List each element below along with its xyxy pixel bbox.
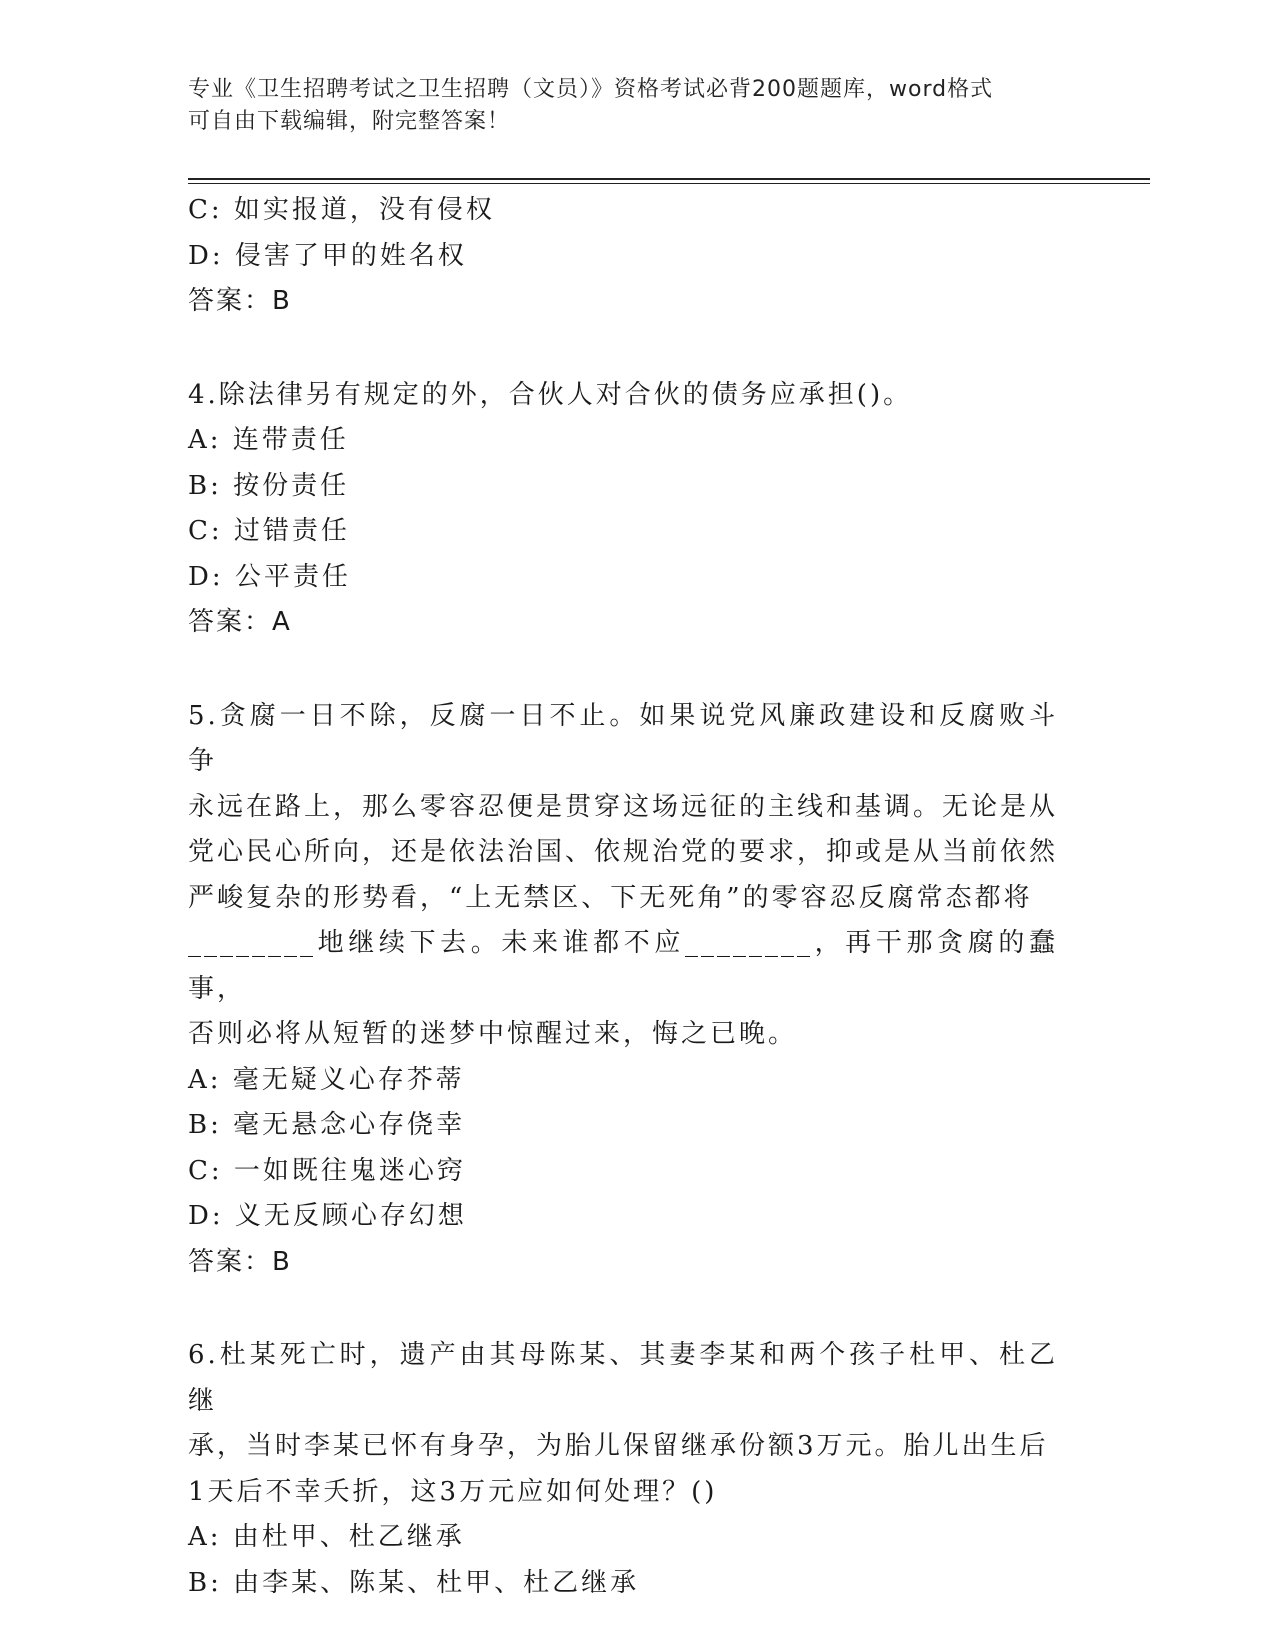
question-4: [188, 373, 1068, 646]
question-stem-line-3: 党心民心所向，还是依法治国、依规治党的要求，抑或是从当前依然: [188, 837, 1059, 867]
option-c: C: 过错责任: [188, 516, 350, 546]
answer-line: 答案：A: [188, 607, 292, 637]
option-a: A: 连带责任: [188, 425, 349, 455]
option-d: D: 侵害了甲的姓名权: [188, 240, 467, 271]
spacer: [188, 1285, 1068, 1333]
question-6: [188, 1333, 1068, 1606]
header-divider-thin: [188, 183, 1150, 184]
header-title-line-1: 专业《卫生招聘考试之卫生招聘（文员）》资格考试必背200题题库，word格式: [188, 77, 994, 102]
option-d: D: 义无反顾心存幻想: [188, 1201, 467, 1231]
header-divider-thick: [188, 178, 1150, 180]
question-stem-line-1: 6.杜某死亡时，遗产由其母陈某、其妻李某和两个孩子杜甲、杜乙继: [188, 1340, 1058, 1416]
header-title-line-2: 可自由下载编辑，附完整答案！: [188, 109, 511, 134]
question-stem: 4.除法律另有规定的外，合伙人对合伙的债务应承担()。: [188, 379, 913, 410]
question-stem-line-2: 永远在路上，那么零容忍便是贯穿这场远征的主线和基调。无论是从: [188, 791, 1059, 822]
answer-line: 答案：B: [188, 1246, 292, 1277]
option-b: B: 按份责任: [188, 470, 350, 501]
question-stem-line-3: 1天后不幸夭折，这3万元应如何处理？(): [188, 1476, 718, 1507]
question-5: [188, 694, 1068, 1286]
document-body: [188, 188, 1068, 1606]
question-3-tail: [188, 188, 1068, 325]
question-stem-line-1: 5.贪腐一日不除，反腐一日不止。如果说党风廉政建设和反腐败斗争: [188, 700, 1058, 776]
question-stem-line-5: ________地继续下去。未来谁都不应________，再干那贪腐的蠢事，: [188, 928, 1058, 1004]
option-d: D: 公平责任: [188, 561, 351, 592]
question-stem-line-6: 否则必将从短暂的迷梦中惊醒过来，悔之已晚。: [188, 1019, 798, 1049]
spacer: [188, 646, 1068, 694]
spacer: [188, 325, 1068, 373]
question-stem-line-2: 承，当时李某已怀有身孕，为胎儿保留继承份额3万元。胎儿出生后: [188, 1431, 1049, 1461]
question-stem-line-4: 严峻复杂的形势看，“上无禁区、下无死角”的零容忍反腐常态都将: [188, 882, 1033, 913]
option-a: A: 由杜甲、杜乙继承: [188, 1522, 465, 1552]
option-a: A: 毫无疑义心存芥蒂: [188, 1064, 465, 1095]
option-b: B: 毫无悬念心存侥幸: [188, 1110, 466, 1140]
document-header: [188, 74, 1088, 138]
answer-line: 答案：B: [188, 286, 292, 316]
option-b: B: 由李某、陈某、杜甲、杜乙继承: [188, 1567, 640, 1598]
option-c: C: 如实报道，没有侵权: [188, 195, 495, 225]
option-c: C: 一如既往鬼迷心窍: [188, 1155, 466, 1186]
